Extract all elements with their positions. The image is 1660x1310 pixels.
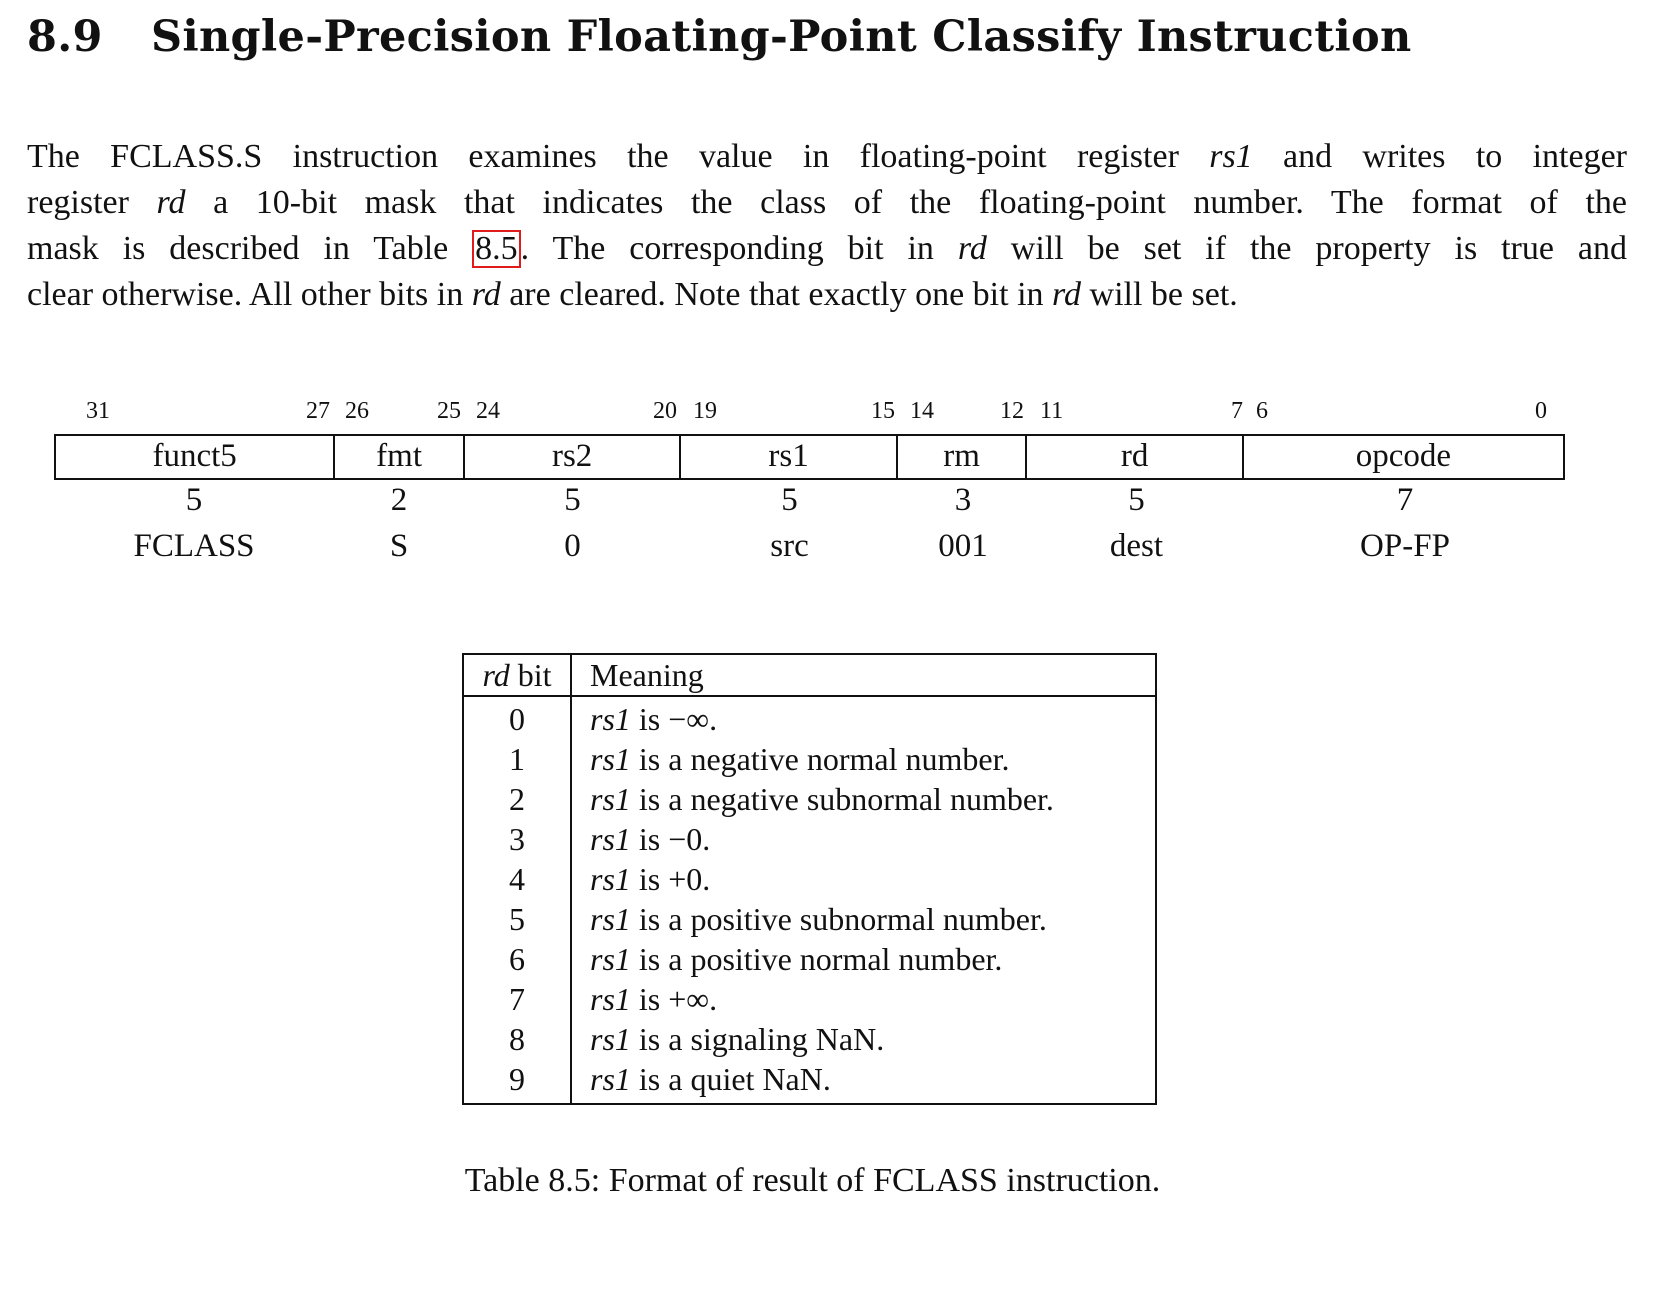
header-rd: rd (482, 657, 510, 693)
bit-number: 11 (1040, 398, 1064, 424)
field-value: 001 (938, 528, 988, 564)
register-rs1: rs1 (590, 1021, 631, 1057)
bit-number: 14 (910, 398, 934, 424)
table-header-row (463, 654, 1156, 696)
field-width: 3 (954, 482, 972, 518)
bit-cell: 3 (463, 819, 571, 859)
bit-cell: 5 (463, 899, 571, 939)
register-rs1: rs1 (590, 861, 631, 897)
field-values-row (54, 528, 1565, 565)
table-row (463, 1059, 1156, 1104)
field-rd: rd (1027, 436, 1243, 478)
paragraph-line-4 (27, 272, 1627, 318)
bit-number: 12 (1000, 398, 1024, 424)
register-rs1: rs1 (590, 821, 631, 857)
meaning-cell (571, 979, 1156, 1019)
meaning-cell (571, 939, 1156, 979)
bit-number: 19 (693, 398, 717, 424)
field-value: 0 (564, 528, 581, 564)
register-rd: rd (1052, 276, 1082, 313)
field-funct5: funct5 (56, 436, 335, 478)
bit-cell: 2 (463, 779, 571, 819)
bit-number: 26 (345, 398, 369, 424)
register-rd: rd (471, 276, 501, 313)
register-rs1: rs1 (590, 701, 631, 737)
fclass-result-table (462, 653, 1157, 1105)
field-rs1: rs1 (681, 436, 897, 478)
paragraph-line-2 (27, 180, 1627, 226)
text-run: The FCLASS.S instruction examines the value in floating-point register (27, 138, 1210, 175)
meaning-text: is a positive subnormal number. (630, 901, 1047, 937)
bit-cell: 6 (463, 939, 571, 979)
meaning-cell (571, 779, 1156, 819)
register-rs1: rs1 (590, 1061, 631, 1097)
bit-cell: 4 (463, 859, 571, 899)
text-run: and writes to integer (1252, 138, 1627, 175)
register-rs1: rs1 (1209, 138, 1253, 175)
text-run: mask is described in Table (27, 230, 473, 267)
meaning-text: is −0. (630, 821, 711, 857)
instruction-encoding (54, 434, 1565, 480)
header-bit: bit (509, 657, 552, 693)
table-row (463, 939, 1156, 979)
meaning-cell (571, 696, 1156, 739)
meaning-text: is +0. (630, 861, 711, 897)
field-widths-row (54, 482, 1565, 519)
register-rd: rd (957, 230, 987, 267)
bit-number: 27 (306, 398, 330, 424)
text-run: will be set. (1081, 276, 1238, 313)
text-run: are cleared. Note that exactly one bit in (500, 276, 1053, 313)
bit-cell: 9 (463, 1059, 571, 1104)
bit-number: 31 (86, 398, 110, 424)
bit-number: 25 (437, 398, 461, 424)
field-width: 7 (1396, 482, 1414, 518)
table-row (463, 819, 1156, 859)
field-rm: rm (898, 436, 1028, 478)
bit-cell: 0 (463, 696, 571, 739)
meaning-text: is a quiet NaN. (630, 1061, 831, 1097)
paragraph-line-3 (27, 226, 1627, 272)
field-width: 5 (781, 482, 798, 518)
meaning-text: is +∞. (630, 981, 718, 1017)
meaning-text: is a negative subnormal number. (630, 781, 1054, 817)
bit-cell: 7 (463, 979, 571, 1019)
field-value: dest (1109, 528, 1164, 564)
field-width: 5 (1128, 482, 1145, 518)
paragraph-line-1 (27, 134, 1627, 180)
bit-number: 24 (476, 398, 500, 424)
bit-number: 15 (871, 398, 895, 424)
register-rs1: rs1 (590, 941, 631, 977)
register-rs1: rs1 (590, 901, 631, 937)
meaning-cell (571, 899, 1156, 939)
field-value: S (389, 528, 409, 564)
register-rs1: rs1 (590, 981, 631, 1017)
text-run: a 10-bit mask that indicates the class of the floating-point number. The format of the (185, 184, 1627, 221)
meaning-text: is a positive normal number. (630, 941, 1003, 977)
table-row (463, 1019, 1156, 1059)
field-value: OP-FP (1360, 528, 1450, 564)
meaning-text: is a negative normal number. (630, 741, 1010, 777)
bit-number: 7 (1231, 398, 1243, 424)
bit-number: 20 (653, 398, 677, 424)
text-run: register (27, 184, 157, 221)
field-width: 5 (564, 482, 581, 518)
header-rd-bit (463, 654, 571, 696)
field-width: 2 (390, 482, 408, 518)
table-row (463, 696, 1156, 739)
register-rd: rd (156, 184, 186, 221)
bit-cell: 8 (463, 1019, 571, 1059)
meaning-text: is −∞. (630, 701, 718, 737)
table-row (463, 979, 1156, 1019)
register-rs1: rs1 (590, 741, 631, 777)
table-reference-link[interactable]: 8.5 (472, 230, 521, 268)
field-opcode: opcode (1355, 438, 1452, 474)
field-value: src (770, 528, 809, 564)
table-row (463, 899, 1156, 939)
section-title: Single-Precision Floating-Point Classify Instruction (151, 12, 1412, 62)
field-value: FCLASS (133, 528, 255, 564)
description-paragraph (27, 134, 1627, 318)
bit-number: 6 (1256, 398, 1268, 424)
meaning-text: is a signaling NaN. (630, 1021, 885, 1057)
bit-cell: 1 (463, 739, 571, 779)
meaning-cell (571, 859, 1156, 899)
meaning-cell (571, 1019, 1156, 1059)
field-width: 5 (185, 482, 203, 518)
section-number: 8.9 (27, 12, 103, 62)
meaning-cell (571, 819, 1156, 859)
text-run: will be set if the property is true and (986, 230, 1627, 267)
bit-number: 0 (1535, 398, 1547, 424)
table-row (463, 739, 1156, 779)
table-row (463, 779, 1156, 819)
header-meaning: Meaning (571, 654, 1156, 696)
field-fmt: fmt (335, 436, 465, 478)
meaning-cell (571, 1059, 1156, 1104)
table-caption: Table 8.5: Format of result of FCLASS instruction. (464, 1162, 1161, 1199)
meaning-cell (571, 739, 1156, 779)
section-heading (27, 12, 1412, 62)
text-run: clear otherwise. All other bits in (27, 276, 472, 313)
field-rs2: rs2 (465, 436, 681, 478)
table-row (463, 859, 1156, 899)
text-run: . The corresponding bit in (520, 230, 958, 267)
register-rs1: rs1 (590, 781, 631, 817)
